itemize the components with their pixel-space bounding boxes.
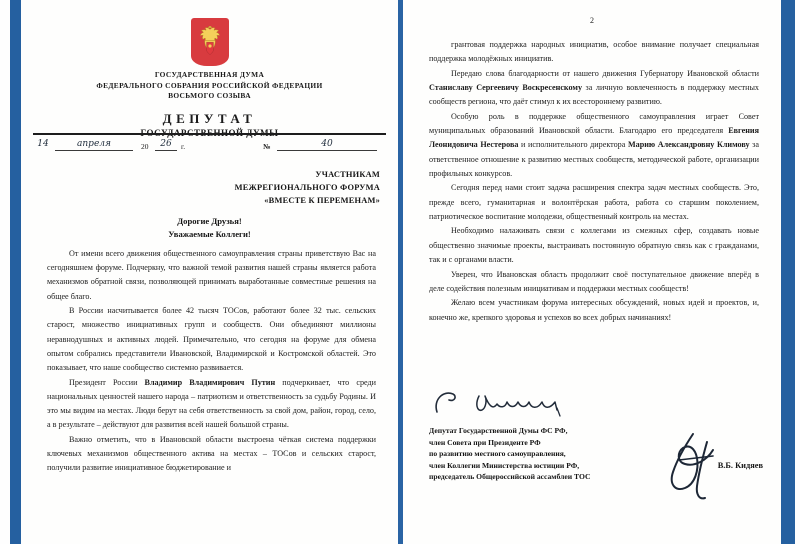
binder-bar-left	[10, 0, 21, 544]
addressee-line-1: УЧАСТНИКАМ	[315, 170, 380, 179]
binder-bar-right	[781, 0, 795, 544]
document-page-2	[403, 0, 781, 544]
signer-title-line-1: Депутат Государственной Думы ФС РФ,	[429, 426, 568, 435]
date-year-handwritten: 26	[155, 139, 177, 151]
addressee-line-3: «ВМЕСТЕ К ПЕРЕМЕНАМ»	[264, 196, 380, 206]
paragraph: В России насчитывается более 42 тысяч ТОСов, работают более 32 тыс. сельских старост, множество инициативных групп и сообществ. Они объединяют миллионы неравнодушных и активных людей. Примечательно, что сегодня на форуме для обмена опытом собрались представители Ивановской, Владимирской и Костромской областей. Это показывает, что наше сообщество системно развивается.	[47, 306, 376, 372]
signature-icon	[663, 430, 725, 504]
signer-title-line-5: председатель Общероссийской ассамблеи ТОС	[429, 472, 591, 482]
letterhead-line-3: ВОСЬМОГО СОЗЫВА	[168, 91, 251, 101]
salutation-line-1: Дорогие Друзья!	[177, 216, 242, 226]
document-number-label: №	[263, 142, 271, 151]
letterhead-subtitle: ГОСУДАРСТВЕННОЙ ДУМЫ	[140, 128, 279, 139]
signer-name: В.Б. Кидяев	[717, 461, 763, 470]
paragraph: Особую роль в поддержке общественного самоуправления играет Совет муниципальных образований Ивановской области. Благодарю его председателя Евгения Леонидовича Нестерова и исполнительного директора Марию Александровну Климову за ответственное отношение к развитию местных сообществ, методической работе, организации профильных конкурсов.	[429, 111, 759, 178]
handwritten-closing-icon	[427, 386, 627, 426]
page-2-body	[429, 38, 759, 325]
header-divider-rule	[33, 133, 386, 135]
date-day-handwritten: 14	[37, 139, 49, 149]
signer-title-line-2: член Совета при Президенте РФ	[429, 437, 541, 447]
signer-title-block	[429, 425, 674, 483]
addressee-line-2: МЕЖРЕГИОНАЛЬНОГО ФОРУМА	[234, 183, 380, 193]
paragraph: Необходимо налаживать связи с коллегами из смежных сфер, создавать новые общественно значимые проекты, выстраивать постоянную обратную связь как с гражданами, так и с органами власти.	[429, 226, 759, 264]
letterhead-title: ДЕПУТАТ	[162, 111, 257, 127]
paragraph: От имени всего движения общественного самоуправления страны приветствую Вас на сегодняшнем форуме. Подчеркну, что важной темой развития нашей страны является работа механизмов обратной связи, позволяющей принимать выработанные совместные решения на общее благо.	[47, 249, 376, 301]
signer-title-line-4: член Коллегии Министерства юстиции РФ,	[429, 460, 580, 470]
paragraph: Сегодня перед нами стоит задача расширения спектра задач местных сообществ. Это, прежде всего, гуманитарная и волонтёрская работа, работа со старшим поколением, патриотическое воспитание молодежи, общественный контроль на местах.	[429, 183, 759, 221]
paragraph: грантовая поддержка народных инициатив, особое внимание получает специальная поддержка молодёжных инициатив.	[429, 40, 759, 64]
salutation-block	[21, 215, 398, 241]
document-page-1	[21, 0, 398, 544]
addressee-block	[130, 168, 380, 207]
date-year-suffix: г.	[181, 142, 186, 151]
page-number: 2	[590, 16, 594, 25]
paragraph: Желаю всем участникам форума интересных обсуждений, новых идей и проектов, и, конечно же, крепкого здоровья и успехов во всех добрых начинаниях!	[429, 298, 759, 322]
paragraph: Передаю слова благодарности от нашего движения Губернатору Ивановской области Станиславу Сергеевичу Воскресенскому за личную вовлеченность в поддержку местных сообществ региона, что даёт стимул к их всестороннему развитию.	[429, 68, 759, 107]
letterhead-line-1: ГОСУДАРСТВЕННАЯ ДУМА	[154, 70, 265, 79]
dateline	[33, 139, 386, 157]
letterhead-line-2: ФЕДЕРАЛЬНОГО СОБРАНИЯ РОССИЙСКОЙ ФЕДЕРАЦИИ	[96, 80, 323, 90]
paragraph: Уверен, что Ивановская область продолжит своё поступательное движение вперёд в деле содействия полезным инициативам и поддержки местных сообществ!	[429, 269, 759, 293]
salutation-line-2: Уважаемые Коллеги!	[168, 228, 251, 239]
date-month-handwritten: апреля	[55, 139, 133, 151]
paragraph: Президент России Владимир Владимирович Путин подчеркивает, что среди национальных ценностей нашего народа – патриотизм и ответственность за судьбу Родины. И это мы видим на местах. Люди берут на себя ответственность за свой дом, район, город, село, а в результате – действуют для развития всей нашей большой страны.	[47, 377, 376, 430]
page-1-body	[47, 247, 376, 476]
signer-title-line-3: по развитию местного самоуправления,	[429, 449, 566, 459]
paragraph: Важно отметить, что в Ивановской области выстроена чёткая система поддержки ключевых механизмов общественного актива на местах – ТОСов и сельских старост, получили развитие инициативное бюджетирование и	[47, 434, 376, 473]
date-century-label: 20	[141, 142, 149, 151]
letterhead	[31, 70, 388, 138]
coat-of-arms-icon	[21, 18, 398, 66]
document-number-value: 40	[277, 139, 377, 151]
